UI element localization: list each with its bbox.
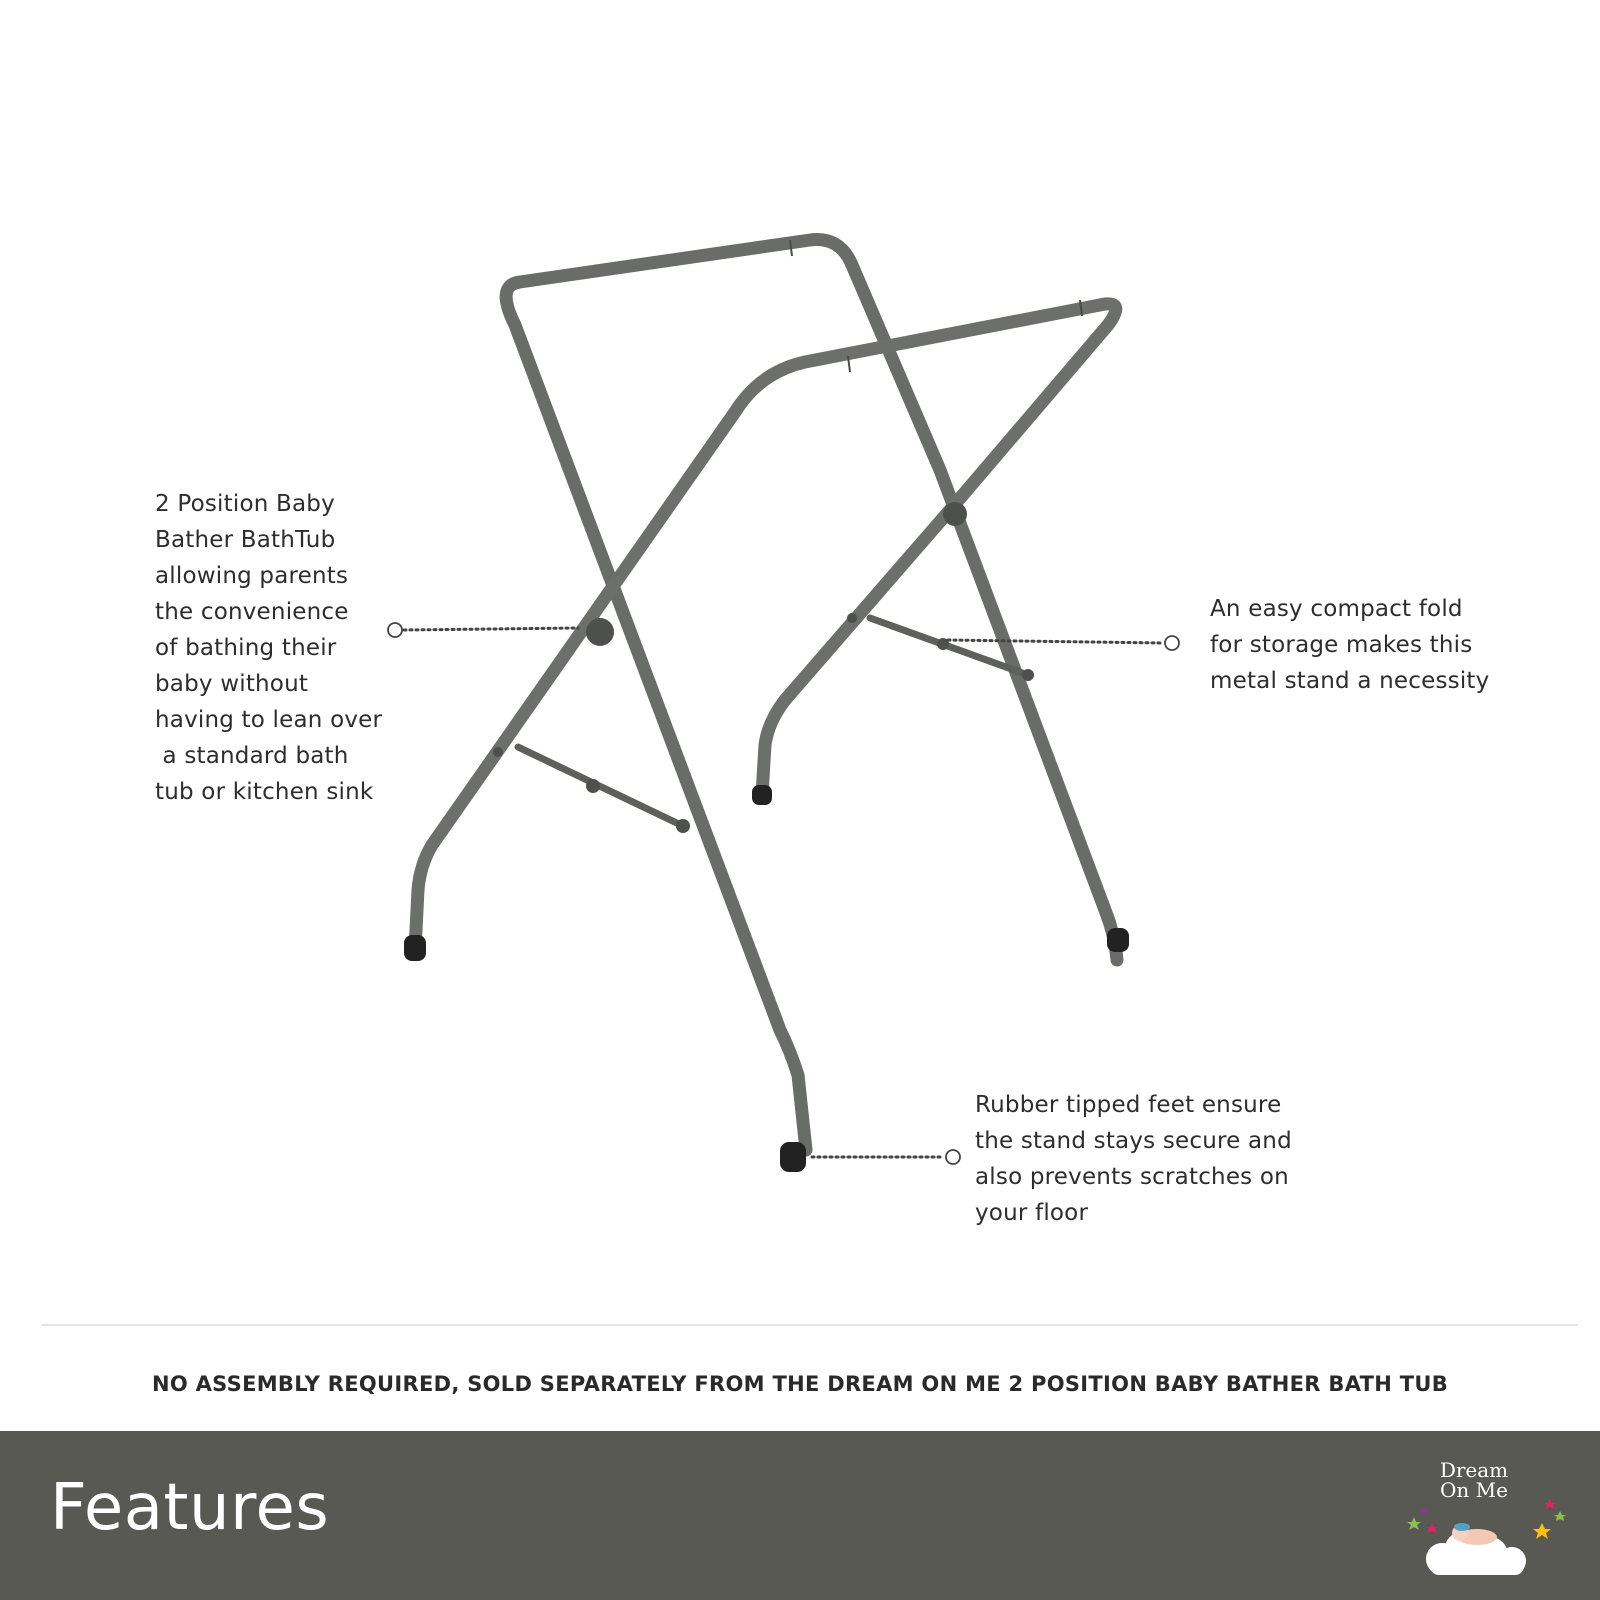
front-frame xyxy=(415,304,1116,950)
dream-on-me-logo xyxy=(1402,1447,1572,1587)
section-divider xyxy=(42,1324,1578,1326)
callout-marker-position-icon xyxy=(388,623,402,637)
callout-line-fold xyxy=(948,640,1163,643)
footer-bar xyxy=(0,1431,1600,1600)
logo-text-line2: On Me xyxy=(1440,1478,1508,1502)
callout-feet-text: Rubber tipped feet ensure the stand stays secure and also prevents scratches on your floor xyxy=(975,1092,1292,1226)
callout-marker-feet-icon xyxy=(946,1150,960,1164)
callout-line-position xyxy=(404,628,578,630)
back-frame xyxy=(506,240,1117,1150)
callout-fold-text: An easy compact fold for storage makes this metal stand a necessity xyxy=(1210,596,1490,694)
logo-text-line1: Dream xyxy=(1439,1458,1509,1482)
assembly-note: NO ASSEMBLY REQUIRED, SOLD SEPARATELY FROM THE DREAM ON ME 2 POSITION BABY BATHER BATH TUB xyxy=(151,1372,1449,1396)
callout-marker-fold-icon xyxy=(1165,636,1179,650)
callout-position-text: 2 Position Baby Bather BathTub allowing parents the convenience of bathing their baby without having to lean over a standard bath tub or kitchen sink xyxy=(155,491,383,805)
footer-title: Features xyxy=(50,1471,330,1545)
